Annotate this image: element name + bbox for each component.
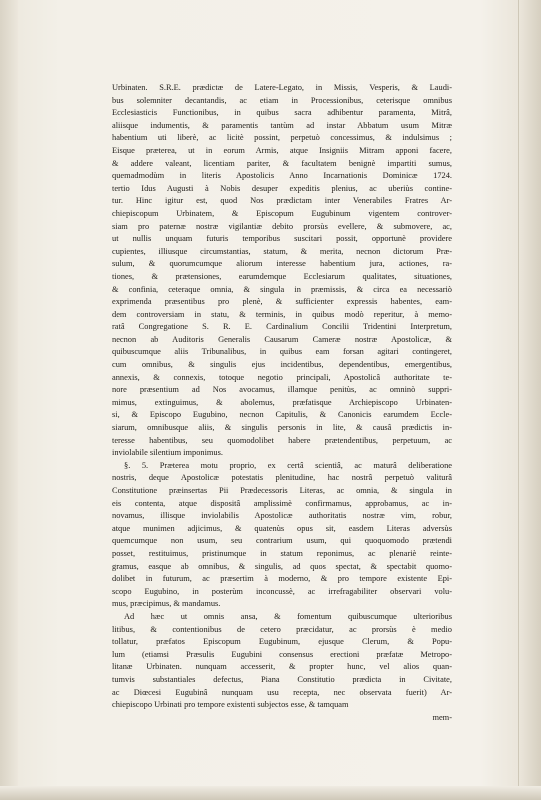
text-line: dem controversiam in statu, & terminis, in quibus modò reperitur, à memo-: [112, 309, 452, 319]
text-line: nore præsentium ad Nos avocamus, illamque penitùs, ac omninò suppri-: [112, 385, 452, 395]
text-line: ratâ Congregatione S. R. E. Cardinalium Concilii Tridentini Interpretum,: [112, 322, 452, 332]
text-line: ac Diœcesi Eugubinâ nunquam usu recepta, nec observata fuerit) Ar-: [112, 687, 452, 697]
text-line: bus solemniter decantandis, ac etiam in Processionibus, ceterisque omnibus: [112, 95, 452, 105]
text-line: habentium uti liberè, ac licitè possint, perpetuò concessimus, & indulsimus ;: [112, 133, 452, 143]
text-line: inviolabile silentium imponimus.: [112, 448, 223, 458]
text-line: & addere valeant, licentiam pariter, & facultatem benignè impartiti sumus,: [112, 158, 452, 168]
text-line: sulum, & quorumcumque aliorum interesse habentium jura, actiones, ra-: [112, 259, 452, 269]
text-line: tumvis substantiales defectus, Piana Constitutio prædicta in Civitate,: [112, 674, 452, 684]
text-line: §. 5. Præterea motu proprio, ex certâ scientiâ, ac maturâ deliberatione: [124, 460, 452, 470]
text-line: Ad hæc ut omnis ansa, & fomentum quibuscumque ulterioribus: [124, 611, 452, 621]
catchword: mem-: [432, 712, 452, 722]
text-line: tur. Hinc igitur est, quod Nos prædictam inter Venerabiles Fratres Ar-: [112, 196, 452, 206]
text-line: cum omnibus, & singulis ejus incidentibus, dependentibus, emergentibus,: [112, 360, 452, 370]
text-line: mimus, extinguimus, & abolemus, præfatisque Archiepiscopo Urbinaten-: [112, 397, 452, 407]
text-line: Ecclesiasticis Functionibus, in quibus sacra adhibentur paramenta, Mitrâ,: [112, 108, 452, 118]
text-line: teresse habentibus, seu quomodolibet habere prætendentibus, perpetuum, ac: [112, 435, 452, 445]
text-line: posset, restituimus, pristinumque in statum reponimus, ac plenariè reinte-: [112, 548, 452, 558]
text-line: scopo Eugubino, in posterùm inconcussè, ac irrefragabiliter observari volu-: [112, 586, 452, 596]
text-line: chiepiscopum Urbinatem, & Episcopum Eugubinum vigentem controver-: [112, 208, 452, 218]
text-line: Eisque præterea, ut in eorum Armis, atque Insigniis Mitram apponi facere,: [112, 145, 452, 155]
page-edge-left: [0, 0, 18, 800]
text-line: nostris, deque Apostolicæ potestatis plenitudine, hac nostrâ perpetuò valiturâ: [112, 473, 452, 483]
text-line: & confinia, ceteraque omnia, & singula in præmissis, & circa ea necessariò: [112, 284, 452, 294]
text-line: litibus, & contentionibus de cetero præcidatur, ac prorsùs è medio: [112, 624, 452, 634]
paragraph: [112, 460, 452, 611]
page-edge-bottom: [0, 786, 541, 800]
paragraph: [112, 82, 452, 460]
text-line: quemcumque non usum, seu contrarium usum, qui quoquomodo prætendi: [112, 536, 452, 546]
text-line: atque munimen adjicimus, & quatenùs opus sit, easdem Literas adversùs: [112, 523, 452, 533]
text-line: lum (etiamsi Præsulis Eugubini consensus erectioni præfatæ Metropo-: [112, 649, 452, 659]
text-line: annexis, & connexis, totoque negotio principali, Apostolicâ authoritate te-: [112, 372, 452, 382]
text-line: Constitutione præinsertas Pii Prædecessoris Literas, ac omnia, & singula in: [112, 486, 452, 495]
text-line: novamus, illisque inviolabilis Apostolicæ authoritatis nostræ vim, robur,: [112, 511, 452, 521]
text-line: dolibet in futurum, ac præsertim à moderno, & pro tempore existente Epi-: [112, 574, 452, 584]
text-line: tollatur, præfatos Episcopum Eugubinum, ejusque Clerum, & Popu-: [112, 637, 452, 647]
text-line: Urbinaten. S.R.E. prædictæ de Latere-Legato, in Missis, Vesperis, & Laudi-: [112, 83, 452, 92]
paragraph: [112, 611, 452, 712]
text-line: exprimenda præsentibus pro plenè, & sufficienter expressis habentes, eam-: [112, 297, 452, 307]
text-line: siarum, omnibusque aliis, & singulis personis in lite, & causâ prædictis in-: [112, 423, 452, 433]
text-line: aliisque indumentis, & paramentis tantùm ad instar Abbatum usum Mitræ: [112, 120, 452, 130]
text-line: litanæ Urbinaten. nunquam accesserit, & propter hunc, vel alios quan-: [112, 662, 452, 672]
text-line: chiepiscopo Urbinati pro tempore existenti subjectos esse, & tamquam: [112, 700, 349, 710]
text-block: [112, 82, 452, 724]
text-line: eis contenta, atque dispositâ amplissimè confirmamus, approbamus, ac in-: [112, 498, 452, 508]
text-line: siam pro paternæ nostræ vigilantiæ debito prorsùs evellere, & submovere, ac,: [112, 221, 452, 231]
page-edge-right: [518, 0, 541, 800]
text-line: gramus, easque ab omnibus, & singulis, ad quos spectat, & spectabit quomo-: [112, 561, 452, 571]
text-line: necnon ab Auditoris Generalis Causarum Cameræ nostræ Apostolicæ, &: [112, 334, 452, 344]
text-line: cupientes, illiusque circumstantias, statum, & merita, necnon dictorum Præ-: [112, 246, 452, 256]
text-line: quemadmodùm in literis Apostolicis Anno Incarnationis Dominicæ 1724.: [112, 171, 452, 181]
text-line: tiones, & prætensiones, earumdemque Ecclesiarum qualitates, situationes,: [112, 271, 452, 281]
text-line: tertio Idus Augusti à Nobis desuper expeditis plenius, ac uberiùs contine-: [112, 183, 452, 193]
text-line: si, & Episcopo Eugubino, necnon Capitulis, & Canonicis earumdem Eccle-: [112, 410, 452, 420]
text-line: quibuscumque aliis Tribunalibus, in quibus eam forsan agitari contingeret,: [112, 347, 452, 357]
text-line: ut nullis unquam futuris temporibus suscitari possit, opportunè providere: [112, 234, 452, 244]
text-line: mus, præcipimus, & mandamus.: [112, 599, 221, 609]
